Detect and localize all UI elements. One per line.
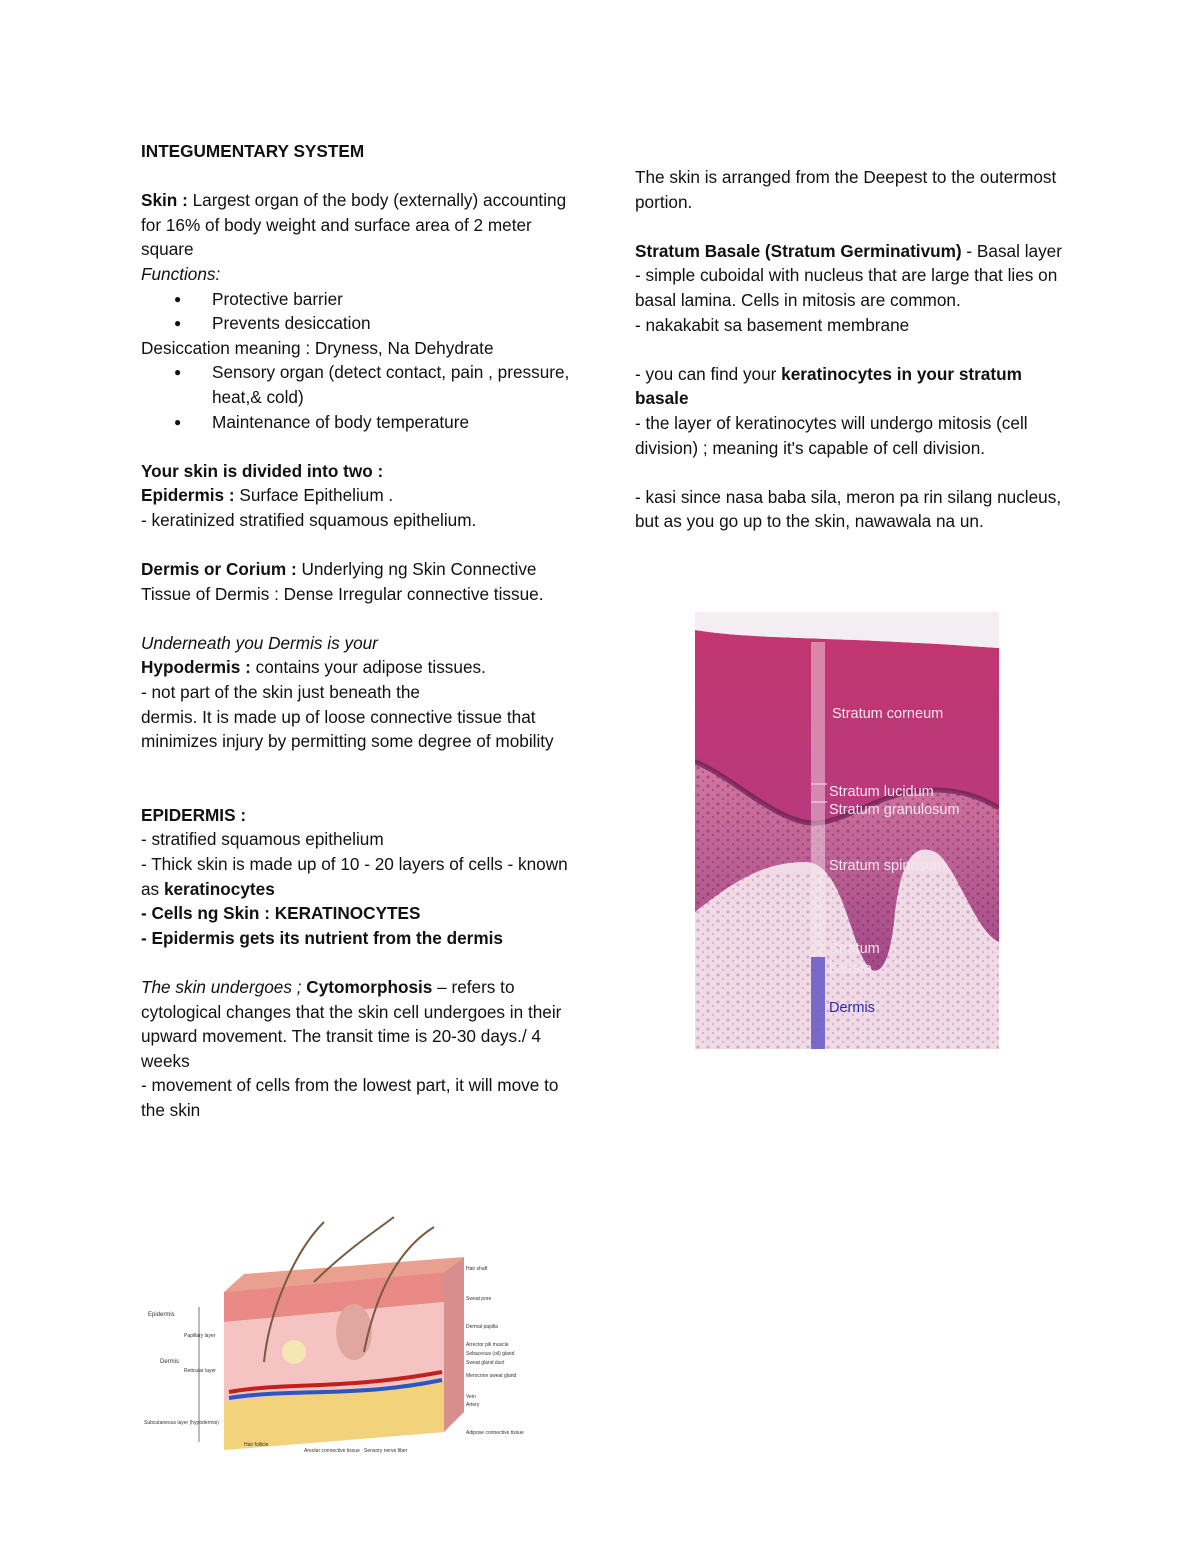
functions-list-2 <box>141 360 571 434</box>
diagram-label-papillary: Papillary layer <box>184 1333 216 1339</box>
epidermis-line: - keratinized stratified squamous epithelium. <box>141 509 477 530</box>
diagram-label-hair-follicle: Hair follicle <box>244 1442 269 1448</box>
keratinocytes-line-2: - the layer of keratinocytes will undergo mitosis (cell division) ; meaning it's capable of cell division. <box>635 412 1028 458</box>
underneath-line: Underneath you Dermis is your <box>141 632 378 653</box>
label-stratum-basale-2: basale <box>829 961 872 977</box>
functions-label: Functions: <box>141 263 221 284</box>
diagram-label-sweat-duct: Sweat gland duct <box>466 1360 505 1366</box>
list-item: ● Sensory organ (detect contact, pain , pressure, heat,& cold) <box>141 360 571 409</box>
skin-definition: Skin : Largest organ of the body (externally) accounting for 16% of body weight and surface area of 2 meter square <box>141 190 567 260</box>
keratinocytes-line: - you can find your keratinocytes in your stratum basale <box>635 363 1022 409</box>
label-stratum-spinosum: Stratum spinosum <box>829 858 946 874</box>
diagram-label-dermal-papilla: Dermal papilla <box>466 1324 498 1330</box>
left-column <box>141 139 571 1123</box>
label-dermis: Dermis <box>829 1000 875 1016</box>
diagram-label-artery: Artery <box>466 1402 480 1408</box>
diagram-label-merocrine: Merocrine sweat gland <box>466 1373 517 1379</box>
diagram-label-areolar: Areolar connective tissue <box>304 1448 360 1454</box>
hypodermis-line-1: - not part of the skin just beneath the <box>141 682 420 703</box>
list-item: ● Protective barrier <box>141 287 571 312</box>
diagram-label-dermis: Dermis <box>160 1359 179 1365</box>
diagram-label-sebaceous: Sebaceous (oil) gland <box>466 1351 515 1357</box>
epidermis-point-4: - Epidermis gets its nutrient from the dermis <box>141 927 503 948</box>
desiccation-meaning: Desiccation meaning : Dryness, Na Dehydrate <box>141 337 494 358</box>
label-stratum-lucidum: Stratum lucidum <box>829 784 934 800</box>
diagram-label-hair-shaft: Hair shaft <box>466 1266 488 1272</box>
dermis-definition: Dermis or Corium : Underlying ng Skin Connective Tissue of Dermis : Dense Irregular connective tissue. <box>141 559 544 604</box>
functions-list <box>141 287 571 336</box>
histology-svg <box>695 612 999 1049</box>
epidermis-point-1: - stratified squamous epithelium <box>141 829 384 850</box>
diagram-label-vein: Vein <box>466 1394 476 1400</box>
layers-intro: The skin is arranged from the Deepest to the outermost portion. <box>635 167 1057 212</box>
label-stratum-basale-1: Stratum <box>829 941 880 957</box>
skin-diagram <box>144 1212 532 1459</box>
stratum-basale-line-2: - nakakabit sa basement membrane <box>635 314 910 335</box>
label-stratum-granulosum: Stratum granulosum <box>829 802 960 818</box>
epidermis-point-3: - Cells ng Skin : KERATINOCYTES <box>141 903 421 924</box>
epidermis-heading: EPIDERMIS : <box>141 804 247 825</box>
diagram-label-nerve: Sensory nerve fiber <box>364 1448 408 1454</box>
diagram-label-arrector-pili: Arrector pili muscle <box>466 1342 509 1348</box>
stratum-basale-line-1: - simple cuboidal with nucleus that are large that lies on basal lamina. Cells in mitosis are common. <box>635 265 1058 310</box>
diagram-label-epidermis: Epidermis <box>148 1312 175 1318</box>
list-item: ● Prevents desiccation <box>141 311 571 336</box>
diagram-label-sweat-pore: Sweat pore <box>466 1296 492 1302</box>
kasi-line: - kasi since nasa baba sila, meron pa rin silang nucleus, but as you go up to the skin, nawawala na un. <box>635 486 1062 532</box>
label-stratum-corneum: Stratum corneum <box>832 706 944 722</box>
page-title: INTEGUMENTARY SYSTEM <box>141 141 365 161</box>
epidermis-definition: Epidermis : Surface Epithelium . <box>141 485 394 506</box>
hypodermis-line-2: dermis. It is made up of loose connective tissue that minimizes injury by permitting some degree of mobility <box>141 706 554 752</box>
diagram-label-reticular: Reticular layer <box>184 1368 216 1374</box>
cytomorphosis-definition: The skin undergoes ; Cytomorphosis – refers to cytological changes that the skin cell undergoes in their upward movement. The transit time is 20-30 days./ 4 weeks <box>141 977 562 1071</box>
cytomorphosis-line-2: - movement of cells from the lowest part, it will move to the skin <box>141 1075 559 1120</box>
skin-diagram-svg <box>144 1212 532 1459</box>
divided-heading: Your skin is divided into two : <box>141 460 384 481</box>
diagram-label-adipose: Adipose connective tissue <box>466 1430 524 1436</box>
diagram-label-hypodermis: Subcutaneous layer (hypodermis) <box>144 1420 219 1426</box>
list-item: ● Maintenance of body temperature <box>141 410 571 435</box>
epidermis-point-2: - Thick skin is made up of 10 - 20 layers of cells - known as keratinocytes <box>141 854 568 899</box>
right-column <box>635 165 1065 534</box>
hypodermis-definition: Hypodermis : contains your adipose tissues. <box>141 657 486 678</box>
stratum-basale-definition: Stratum Basale (Stratum Germinativum) - Basal layer <box>635 240 1062 261</box>
histology-image <box>695 612 999 1049</box>
